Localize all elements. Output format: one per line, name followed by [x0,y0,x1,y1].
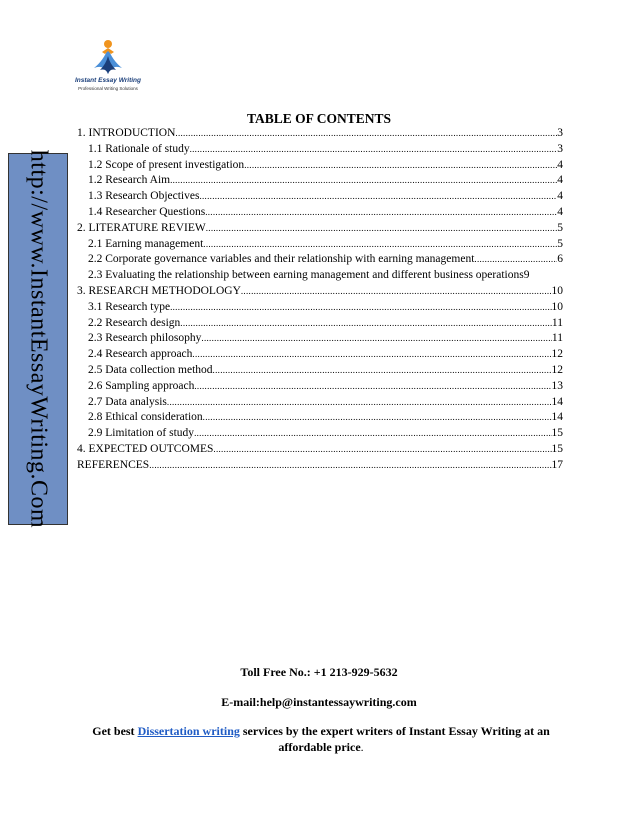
dissertation-writing-link[interactable]: Dissertation writing [137,724,240,738]
toc-page-number: 15 [551,442,563,455]
toc-entry[interactable] [77,458,563,474]
toc-label: 2.2 Research design [88,316,181,329]
toc-page-number: 13 [551,379,563,392]
toc-entry[interactable] [77,363,563,379]
toc-label: 2.8 Ethical consideration [88,411,203,424]
toc-label: 4. EXPECTED OUTCOMES [77,442,214,455]
toc-label: 1.2 Research Aim [88,174,171,187]
dot-leader [170,173,557,189]
toc-entry[interactable] [77,395,563,411]
toc-entry[interactable] [77,158,563,174]
toc-page-number: 3 [557,127,563,139]
toc-page-number: 4 [557,174,563,187]
dot-leader [190,142,558,158]
toc-label: 1.3 Research Objectives [88,190,200,203]
toc-label: 3. RESEARCH METHODOLOGY [77,284,241,297]
logo-name: Instant Essay Writing [75,77,141,84]
dot-leader [192,347,551,363]
toc-page-number: 3 [557,142,563,155]
toc-label: 3.1 Research type [88,300,171,313]
toc-page-number: 12 [551,363,563,376]
toc-entry[interactable] [77,221,563,237]
toc-page-number: 5 [557,237,563,250]
toc-page-number: 4 [557,205,563,218]
toc-label: 1. INTRODUCTION [77,127,176,139]
dot-leader [203,237,557,253]
dot-leader [194,426,551,442]
toc-label: 2.7 Data analysis [88,395,167,408]
toc-label: 1.4 Researcher Questions [88,205,206,218]
toc-entry[interactable] [77,205,563,221]
dot-leader [206,221,558,237]
toc-entry[interactable] [77,142,563,158]
toc-entry[interactable] [77,284,563,300]
toc-page-number: 14 [551,395,563,408]
toc-page-number: 17 [551,458,563,471]
toc-page-number: 9 [523,269,530,282]
promo-text-rest: services by the expert writers of Instant Essay Writing at an affordable price [239,724,550,754]
toc-title: TABLE OF CONTENTS [246,111,392,126]
dot-leader [194,379,551,395]
toc-page-number: 6 [557,253,563,266]
toc-page-number: 4 [557,190,563,203]
toc-page-number: 10 [551,300,563,313]
toc-entry[interactable] [77,173,563,189]
toll-free-number: Toll Free No.: +1 213-929-5632 [240,665,398,679]
dot-leader [175,126,557,142]
dot-leader [201,331,552,347]
toc-label: 2.2 Corporate governance variables and their relationship with earning management [88,253,475,266]
dot-leader [167,395,552,411]
dot-leader [241,284,552,300]
toc-label: 2.5 Data collection method [88,363,213,376]
dot-leader [244,158,557,174]
toc-label: 2.9 Limitation of study [88,427,195,440]
toc-label: 1.1 Rationale of study [88,142,190,155]
toc-label: 1.2 Scope of present investigation [88,158,245,171]
toc-label: 2.3 Evaluating the relationship between earning management and different business operations [88,269,524,282]
contact-email[interactable]: E-mail:help@instantessaywriting.com [221,695,417,709]
logo [68,38,148,100]
dot-leader [213,363,552,379]
toc-entry[interactable] [77,379,563,395]
toc-page-number: 4 [557,158,563,171]
toc-list [77,126,563,474]
dot-leader [474,252,557,268]
sidebar-url[interactable]: http://www.InstantEssayWriting.Com [25,149,52,529]
toc-page-number: 10 [551,284,563,297]
toc-label: 2.6 Sampling approach [88,379,195,392]
promo-text [76,723,566,755]
toc-page-number: 11 [551,316,563,329]
dot-leader [170,300,551,316]
toc-entry[interactable] [77,442,563,458]
toc-entry[interactable] [77,331,563,347]
toc-page-number: 15 [551,427,563,440]
toc-entry[interactable] [77,316,563,332]
toc-page-number: 12 [551,348,563,361]
promo-text-end: . [360,740,364,754]
toc-entry[interactable] [77,189,563,205]
toc-page-number: 14 [551,411,563,424]
toc-label: 2.1 Earning management [88,237,204,250]
toc-label: 2.4 Research approach [88,348,193,361]
toc-entry[interactable] [77,268,563,284]
sidebar-banner [8,149,68,529]
dot-leader [149,458,551,474]
toc-entry[interactable] [77,410,563,426]
toc-entry[interactable] [77,237,563,253]
toc-entry[interactable] [77,252,563,268]
toc-label: 2. LITERATURE REVIEW [77,221,206,234]
dot-leader [203,410,552,426]
promo-text-start: Get best [92,724,138,738]
writer-figure-icon [90,38,126,76]
toc-label: REFERENCES [77,458,150,471]
dot-leader [199,189,557,205]
toc-page-number: 11 [551,332,563,345]
dot-leader [180,316,552,332]
toc-entry[interactable] [77,347,563,363]
toc-label: 2.3 Research philosophy [88,332,202,345]
toc-entry[interactable] [77,300,563,316]
toc-entry[interactable] [77,126,563,142]
toc-entry[interactable] [77,426,563,442]
dot-leader [213,442,551,458]
toc-page-number: 5 [557,221,563,234]
logo-tagline: Professional Writing Solutions [78,86,138,91]
dot-leader [205,205,557,221]
